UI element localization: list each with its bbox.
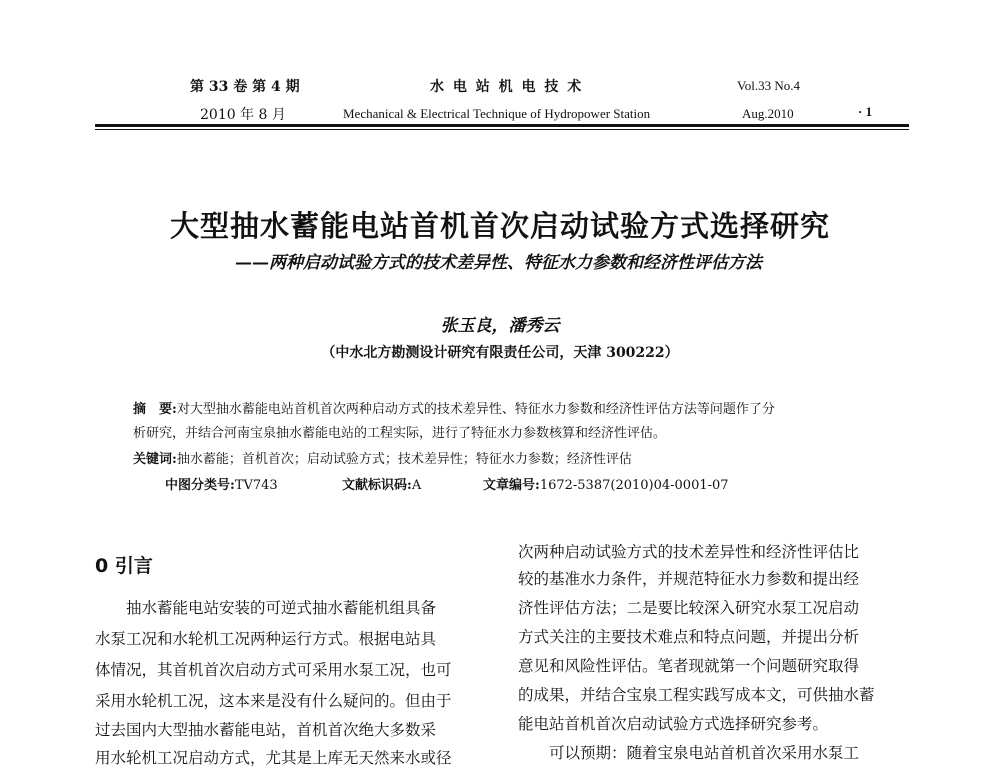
doc-code-label: 文献标识码: <box>342 478 412 493</box>
doc-code-value: A <box>411 478 422 493</box>
keywords-text: 抽水蓄能；首机首次；启动试验方式；技术差异性；特征水力参数；经济性评估 <box>176 452 632 467</box>
journal-date-en: Aug.2010 <box>742 106 794 121</box>
article-title: 大型抽水蓄能电站首机首次启动试验方式选择研究 <box>169 209 830 243</box>
abstract-line-2: 析研究，并结合河南宝泉抽水蓄能电站的工程实际，进行了特征水力参数核算和经济性评估。 <box>133 426 667 441</box>
left-column-line: 抽水蓄能电站安装的可逆式抽水蓄能机组具备 <box>95 599 437 617</box>
article-authors: 张玉良，潘秀云 <box>440 316 560 336</box>
right-column-line: 方式关注的主要技术难点和特点问题，并提出分析 <box>518 628 860 646</box>
header-rule-thick <box>95 124 909 127</box>
left-column-line: 体情况，其首机首次启动方式可采用水泵工况，也可 <box>95 661 452 679</box>
doc-code-line <box>342 474 421 498</box>
abstract-line-1 <box>133 398 775 422</box>
keywords-line <box>133 448 632 472</box>
page-number: · 1 <box>858 104 873 119</box>
article-id-label: 文章编号: <box>483 478 540 493</box>
article-id-value: 1672-5387(2010)04-0001-07 <box>539 478 729 493</box>
right-column-line: 意见和风险性评估。笔者现就第一个问题研究取得 <box>518 657 860 675</box>
right-column-line: 次两种启动试验方式的技术差异性和经济性评估比 <box>518 543 860 561</box>
left-column-line: 采用水轮机工况，这本来是没有什么疑问的。但由于 <box>95 692 452 710</box>
right-column-line: 较的基准水力条件，并规范特征水力参数和提出经 <box>518 570 860 588</box>
left-column-line: 水泵工况和水轮机工况两种运行方式。根据电站具 <box>95 630 437 648</box>
header-rule-thin <box>95 129 909 130</box>
clc-label: 中图分类号: <box>165 478 235 493</box>
right-column-line: 济性评估方法；二是要比较深入研究水泵工况启动 <box>518 599 860 617</box>
article-affiliation: （中水北方勘测设计研究有限责任公司，天津 300222） <box>321 345 679 361</box>
abstract-text-1: 对大型抽水蓄能电站首机首次两种启动方式的技术差异性、特征水力参数和经济性评估方法等问题作了分 <box>176 402 775 417</box>
article-id-line <box>483 474 729 498</box>
journal-volume-en: Vol.33 No.4 <box>737 78 800 93</box>
journal-name-cn: 水 电 站 机 电 技 术 <box>430 79 584 95</box>
right-column-line: 能电站首机首次启动试验方式选择研究参考。 <box>518 715 829 733</box>
left-column-line: 用水轮机工况启动方式，尤其是上库无天然来水或径 <box>95 749 452 767</box>
section-heading: 0 引言 <box>95 555 153 577</box>
right-column-line: 的成果，并结合宝泉工程实践写成本文，可供抽水蓄 <box>518 686 875 704</box>
article-subtitle: ——两种启动试验方式的技术差异性、特征水力参数和经济性评估方法 <box>235 253 762 273</box>
left-column-line: 过去国内大型抽水蓄能电站，首机首次绝大多数采 <box>95 721 437 739</box>
keywords-label: 关键词: <box>133 452 177 467</box>
classification-line <box>165 474 278 498</box>
abstract-label: 摘 要: <box>133 402 177 417</box>
journal-volume-issue: 第 33 卷 第 4 期 <box>190 79 300 95</box>
right-column-line: 可以预期：随着宝泉电站首机首次采用水泵工 <box>518 744 860 762</box>
clc-value: TV743 <box>234 478 278 493</box>
journal-name-en: Mechanical & Electrical Technique of Hydropower Station <box>343 106 651 121</box>
journal-date-cn: 2010 年 8 月 <box>200 107 286 123</box>
